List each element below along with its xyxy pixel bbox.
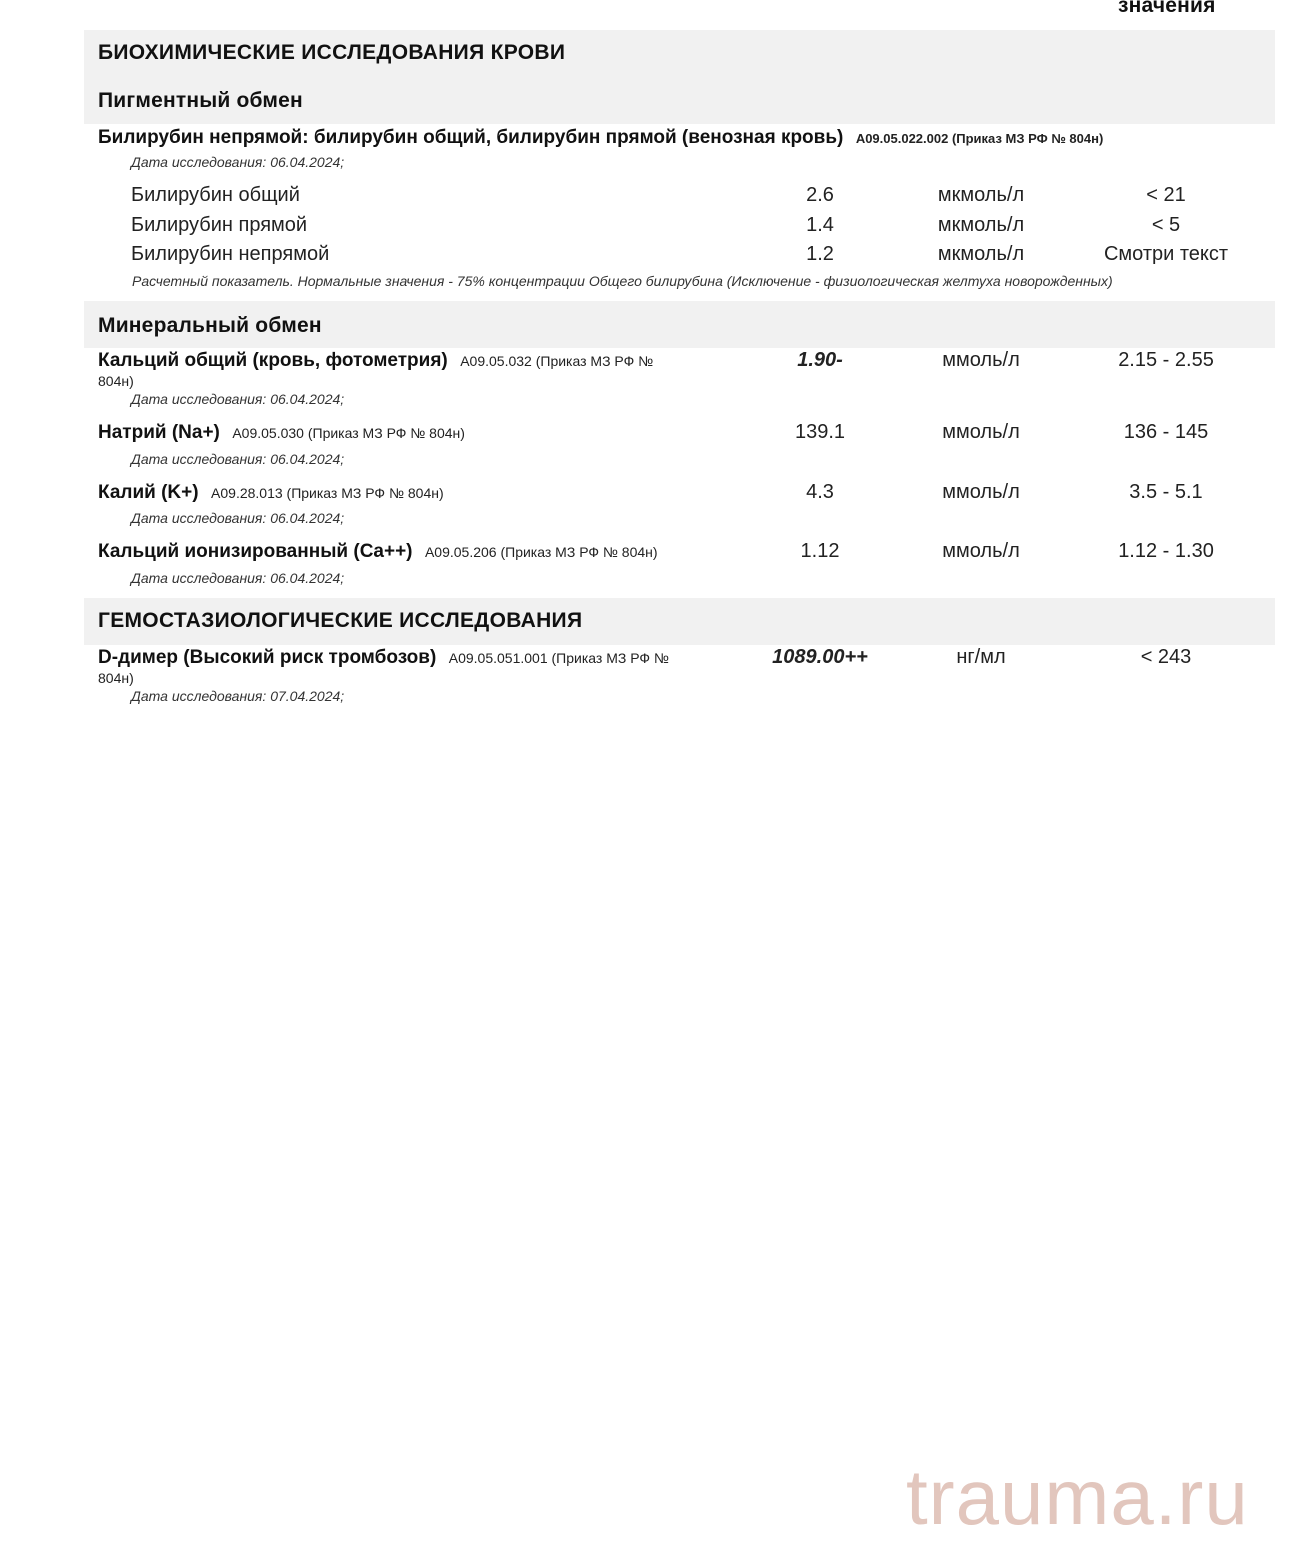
subsection-title-pigment: Пигментный обмен [98,89,303,112]
test-value: 4.3 [806,481,834,503]
subsection-title-mineral: Минеральный обмен [98,314,322,337]
test-code: A09.05.206 (Приказ МЗ РФ № 804н) [424,544,658,560]
test-bilirubin [98,127,1103,149]
subtest-name: Билирубин прямой [131,214,308,236]
test-code: A09.05.032 (Приказ МЗ РФ № [460,353,654,369]
test-ref: 3.5 - 5.1 [1129,481,1203,503]
test-unit: ммоль/л [942,540,1020,562]
test-name: Натрий (Na+) [98,422,220,443]
test-ref: 136 - 145 [1123,421,1209,443]
test-sodium [98,422,465,444]
test-date: Дата исследования: 07.04.2024; [131,688,345,704]
test-unit: ммоль/л [942,421,1020,443]
subtest-value: 2.6 [806,184,834,206]
test-name: Билирубин непрямой: билирубин общий, билирубин прямой (венозная кровь) [98,127,844,148]
subtest-name: Билирубин непрямой [131,243,330,265]
test-value: 139.1 [794,421,846,443]
test-code-continuation: 804н) [98,373,134,389]
test-code: A09.05.051.001 (Приказ МЗ РФ № [448,650,669,666]
test-d-dimer [98,647,669,669]
test-ref: < 243 [1140,646,1192,668]
subtest-unit: мкмоль/л [937,214,1025,236]
test-name: Калий (K+) [98,482,199,503]
test-code: A09.05.022.002 (Приказ МЗ РФ № 804н) [855,131,1104,146]
subtest-ref: Смотри текст [1103,243,1229,265]
subtest-name: Билирубин общий [131,184,300,206]
subtest-unit: мкмоль/л [937,243,1025,265]
watermark: trauma.ru [906,1453,1249,1541]
subtest-unit: мкмоль/л [937,184,1025,206]
test-value-abnormal: 1089.00++ [772,646,868,668]
test-date: Дата исследования: 06.04.2024; [131,451,345,467]
test-code-continuation: 804н) [98,670,134,686]
test-code: A09.28.013 (Приказ МЗ РФ № 804н) [211,485,444,501]
test-name: Кальций общий (кровь, фотометрия) [98,350,448,371]
test-unit: ммоль/л [942,349,1020,371]
test-date: Дата исследования: 06.04.2024; [131,570,345,586]
section-title-hemostasis: ГЕМОСТАЗИОЛОГИЧЕСКИЕ ИССЛЕДОВАНИЯ [98,609,583,632]
test-ionized-calcium [98,541,658,563]
test-unit: ммоль/л [942,481,1020,503]
test-ref: 1.12 - 1.30 [1118,540,1214,562]
subtest-value: 1.4 [806,214,834,236]
subtest-ref: < 5 [1151,214,1181,236]
subtest-ref: < 21 [1146,184,1186,206]
test-value-abnormal: 1.90- [797,349,843,371]
test-date: Дата исследования: 06.04.2024; [131,510,345,526]
test-date: Дата исследования: 06.04.2024; [131,391,345,407]
test-potassium [98,482,444,504]
section-title-biochem: БИОХИМИЧЕСКИЕ ИССЛЕДОВАНИЯ КРОВИ [98,41,566,64]
subtest-value: 1.2 [806,243,834,265]
test-unit: нг/мл [956,646,1006,668]
test-name: D-димер (Высокий риск тромбозов) [98,647,437,668]
test-ref: 2.15 - 2.55 [1118,349,1214,371]
ref-column-header: значения [1118,0,1216,17]
test-name: Кальций ионизированный (Ca++) [98,541,413,562]
test-calcium-total [98,350,653,372]
test-date: Дата исследования: 06.04.2024; [131,154,345,170]
calculation-note: Расчетный показатель. Нормальные значения - 75% концентрации Общего билирубина (Исключение - физиологическая желтуха новорожденных) [132,273,1113,289]
test-code: A09.05.030 (Приказ МЗ РФ № 804н) [232,425,465,441]
test-value: 1.12 [800,540,840,562]
